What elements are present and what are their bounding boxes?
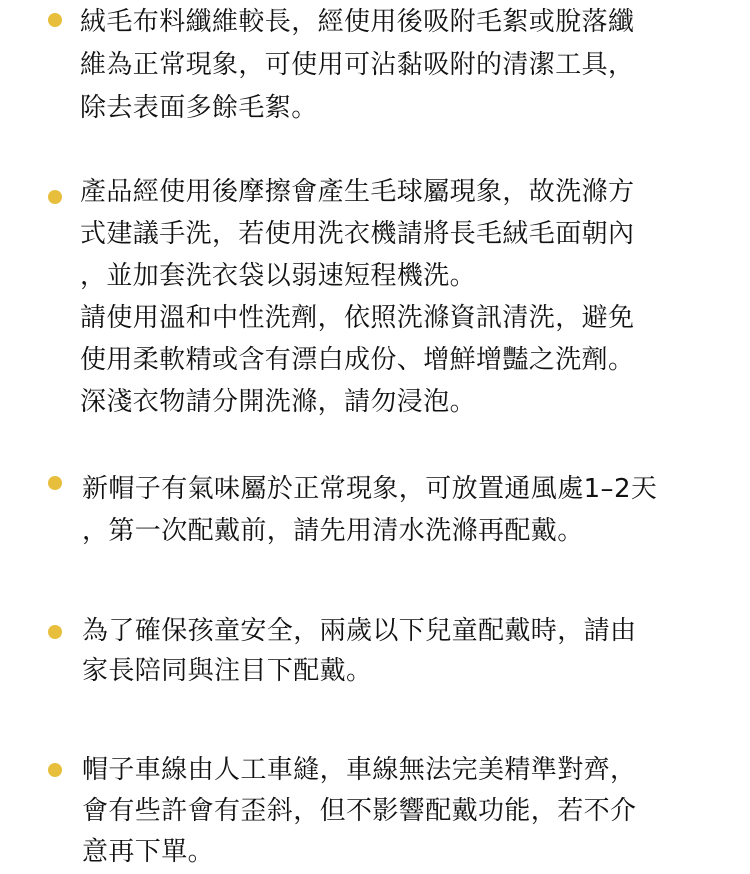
bullet-dot-icon: [48, 625, 62, 639]
notice-line: 使用柔軟精或含有漂白成份、增鮮增豔之洗劑。: [80, 345, 635, 375]
notice-line: 絨毛布料纖維較長，經使用後吸附毛絮或脫落纖: [80, 7, 635, 37]
notice-line: 式建議手洗，若使用洗衣機請將長毛絨毛面朝內: [80, 219, 635, 249]
bullet-dot-icon: [48, 13, 62, 27]
notice-line: 維為正常現象，可使用可沾黏吸附的清潔工具，: [80, 50, 635, 80]
notice-line: 家長陪同與注目下配戴。: [82, 656, 373, 686]
notice-line: 意再下單。: [82, 837, 215, 867]
notice-line: 深淺衣物請分開洗滌，請勿浸泡。: [80, 387, 477, 417]
notice-line: 產品經使用後摩擦會產生毛球屬現象，故洗滌方: [80, 177, 635, 207]
notice-line: ，並加套洗衣袋以弱速短程機洗。: [80, 261, 477, 291]
notice-line: ，第一次配戴前，請先用清水洗滌再配戴。: [82, 516, 584, 546]
bullet-dot-icon: [48, 190, 62, 204]
bullet-dot-icon: [48, 476, 62, 490]
notice-line: 帽子車線由人工車縫，車線無法完美精準對齊，: [82, 755, 637, 785]
notice-line: 新帽子有氣味屬於正常現象，可放置通風處1–2天: [82, 474, 658, 504]
notice-line: 請使用溫和中性洗劑，依照洗滌資訊清洗，避免: [80, 303, 635, 333]
bullet-dot-icon: [48, 763, 62, 777]
notice-line: 除去表面多餘毛絮。: [80, 93, 318, 123]
notice-line: 為了確保孩童安全，兩歲以下兒童配戴時，請由: [82, 616, 637, 646]
notice-line: 會有些許會有歪斜，但不影響配戴功能，若不介: [82, 796, 637, 826]
